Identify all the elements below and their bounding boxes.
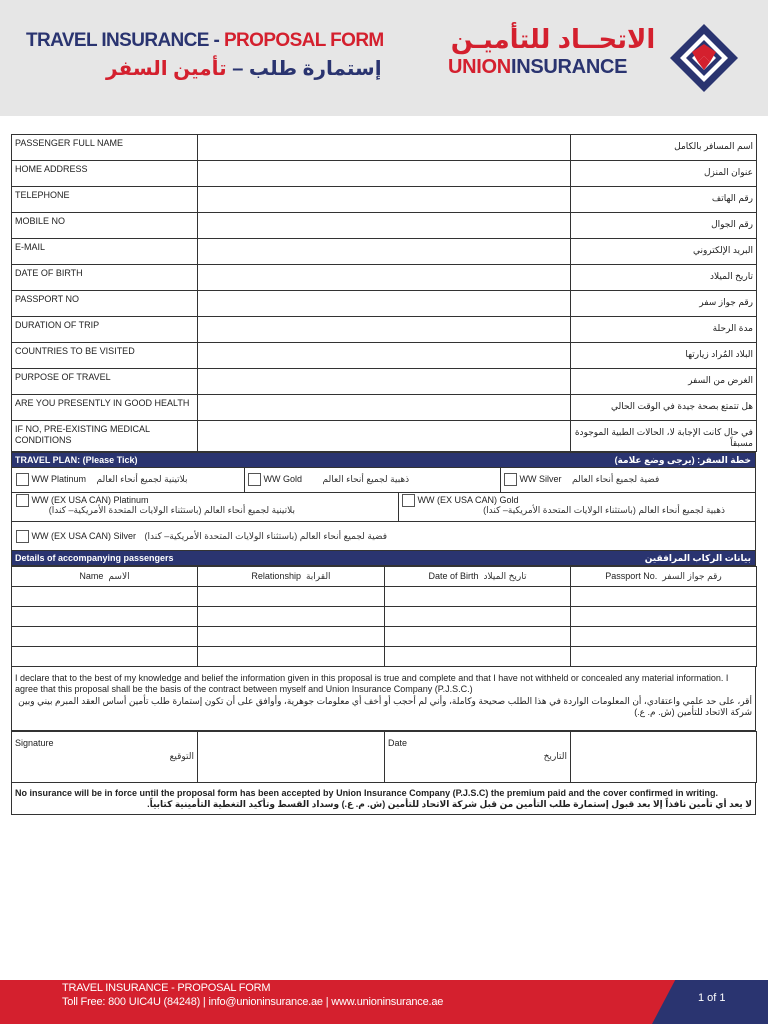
ww-silver-checkbox[interactable] <box>504 473 517 486</box>
plan-option-ww-gold[interactable] <box>248 473 409 486</box>
field-label-en: COUNTRIES TO BE VISITED <box>12 343 198 369</box>
field-label-ar: البلاد المُراد زيارتها <box>571 343 757 369</box>
plan-option-label-ar: بلاتينية لجميع أنحاء العالم (باستثناء الولايات المتحدة الأمريكية– كندا) <box>48 505 295 515</box>
signature-label: Signature <box>15 738 54 748</box>
table-cell[interactable] <box>385 587 571 607</box>
column-header-date-of-birth: Date of Birth تاريخ الميلاد <box>385 567 571 587</box>
form-field-row <box>12 343 757 369</box>
date-label: Date <box>388 738 408 748</box>
plan-option-label-ar: بلاتينية لجميع أنحاء العالم <box>96 473 188 484</box>
plan-option-label-ar: ذهبية لجميع أنحاء العالم <box>322 473 410 484</box>
travel-plan-heading <box>11 452 756 468</box>
declaration-text-ar: أقر، على حد علمي واعتقادي، أن المعلومات الواردة في هذا الطلب صحيحة وكاملة، وأني لم أحجب أو أخف أي معلومات جوهرية، وأوافق على أن تكون إستمارة طلب تأمين أساس العقد المبرم بيني وبين شركة الاتحاد للتأمين (ش. م. ع.) <box>18 696 752 717</box>
field-label-en: DATE OF BIRTH <box>12 265 198 291</box>
form-field-row <box>12 265 757 291</box>
plan-option-label: WW Platinum <box>31 473 87 484</box>
field-input[interactable] <box>198 265 571 291</box>
signature-label-cell <box>12 732 198 783</box>
plan-option-label: WW (EX USA CAN) Platinum <box>31 494 149 505</box>
field-label-ar: اسم المسافر بالكامل <box>571 135 757 161</box>
table-row <box>12 627 757 647</box>
page-title-ar <box>106 56 382 81</box>
plan-option-label-ar: فضية لجميع أنحاء العالم <box>572 473 660 484</box>
field-label-en: PASSPORT NO <box>12 291 198 317</box>
acceptance-notice <box>11 783 756 815</box>
field-input[interactable] <box>198 317 571 343</box>
plan-option-ww-silver[interactable] <box>504 473 659 486</box>
brand-en-blue: INSURANCE <box>510 56 628 78</box>
table-cell[interactable] <box>198 607 385 627</box>
column-header-passport-no: Passport No. رقم جواز السفر <box>571 567 757 587</box>
field-label-ar: في حال كانت الإجابة لا، الحالات الطبية الموجودة مسبقاً <box>571 421 757 452</box>
plan-row-3 <box>11 522 756 551</box>
table-cell[interactable] <box>12 607 198 627</box>
notice-text-ar: لا يعد أي تأمين نافذاً إلا بعد قبول إستمارة طلب التأمين من قبل شركة الاتحاد للتأمين (ش. م. ع.) وسداد القسط وتأكيد التغطية التأمينية كتابياً. <box>147 799 752 809</box>
title-ar-main: إستمارة طلب – <box>226 58 382 80</box>
table-cell[interactable] <box>571 627 757 647</box>
ww-ex-usa-can-platinum-checkbox[interactable] <box>16 494 29 507</box>
form-field-row <box>12 369 757 395</box>
column-header-name: Name الاسم <box>12 567 198 587</box>
form-field-row <box>12 213 757 239</box>
signature-field[interactable] <box>198 732 385 783</box>
table-cell[interactable] <box>198 647 385 667</box>
plan-option-ww-platinum[interactable] <box>16 473 188 486</box>
brand-name-en <box>448 56 627 79</box>
table-cell[interactable] <box>12 647 198 667</box>
ww-ex-usa-can-gold-checkbox[interactable] <box>402 494 415 507</box>
page-header <box>0 0 768 116</box>
ww-gold-checkbox[interactable] <box>248 473 261 486</box>
passengers-heading-en: Details of accompanying passengers <box>15 553 174 563</box>
declaration-text-en: I declare that to the best of my knowledge and belief the information given in this proposal is true and complete and that I have not withheld or concealed any material information. I agree that this proposal shall be the basis of the contract between myself and Union Insurance Company (P.J.S.C.) <box>15 673 729 694</box>
table-cell[interactable] <box>571 587 757 607</box>
form-field-row <box>12 239 757 265</box>
page-title-en <box>26 30 384 52</box>
plan-option-label: WW Gold <box>263 473 303 484</box>
field-label-ar: البريد الإلكتروني <box>571 239 757 265</box>
brand-en-red: UNION <box>448 56 511 78</box>
field-input[interactable] <box>198 239 571 265</box>
field-label-en: DURATION OF TRIP <box>12 317 198 343</box>
table-row <box>12 647 757 667</box>
signature-label-ar: التوقيع <box>169 751 194 761</box>
field-label-en: PASSENGER FULL NAME <box>12 135 198 161</box>
title-en-accent: PROPOSAL FORM <box>223 30 384 51</box>
footer-title: TRAVEL INSURANCE - PROPOSAL FORM <box>62 982 271 994</box>
declaration <box>11 667 756 731</box>
brand-name-ar: الاتحــاد للتأميـن <box>450 24 656 54</box>
form-field-row <box>12 135 757 161</box>
plan-option-ww-ex-usa-can-silver[interactable] <box>16 530 387 543</box>
field-input[interactable] <box>198 421 571 452</box>
table-cell[interactable] <box>12 587 198 607</box>
field-label-en: MOBILE NO <box>12 213 198 239</box>
form-field-row <box>12 421 757 452</box>
table-cell[interactable] <box>198 627 385 647</box>
field-label-en: IF NO, PRE-EXISTING MEDICAL CONDITIONS <box>12 421 198 452</box>
field-input[interactable] <box>198 369 571 395</box>
field-label-ar: رقم جواز سفر <box>571 291 757 317</box>
field-label-ar: رقم الهاتف <box>571 187 757 213</box>
notice-text-en: No insurance will be in force until the proposal form has been accepted by Union Insurance Company (P.J.S.C) the premium paid and the cover confirmed in writing. <box>15 788 718 798</box>
ww-ex-usa-can-silver-checkbox[interactable] <box>16 530 29 543</box>
date-label-cell <box>385 732 571 783</box>
table-row <box>12 587 757 607</box>
plan-option-label-ar: فضية لجميع أنحاء العالم (باستثناء الولايات المتحدة الأمريكية– كندا) <box>144 530 388 541</box>
accompanying-passengers-heading <box>11 551 756 566</box>
plan-option-label-ar: ذهبية لجميع أنحاء العالم (باستثناء الولايات المتحدة الأمريكية– كندا) <box>483 505 725 515</box>
form-field-row <box>12 395 757 421</box>
page-number: 1 of 1 <box>698 992 726 1004</box>
table-cell[interactable] <box>385 607 571 627</box>
field-label-ar: تاريخ الميلاد <box>571 265 757 291</box>
field-input[interactable] <box>198 395 571 421</box>
applicant-details-table <box>11 134 757 452</box>
field-label-en: HOME ADDRESS <box>12 161 198 187</box>
column-header-relationship: Relationship القرابة <box>198 567 385 587</box>
field-input[interactable] <box>198 291 571 317</box>
form-field-row <box>12 161 757 187</box>
table-cell[interactable] <box>385 647 571 667</box>
field-input[interactable] <box>198 343 571 369</box>
field-label-en: ARE YOU PRESENTLY IN GOOD HEALTH <box>12 395 198 421</box>
plan-row-2 <box>11 493 756 522</box>
accompanying-passengers-table <box>11 566 757 667</box>
union-insurance-logo-icon <box>668 22 740 94</box>
table-cell[interactable] <box>571 647 757 667</box>
table-cell[interactable] <box>12 627 198 647</box>
field-label-ar: الغرض من السفر <box>571 369 757 395</box>
ww-platinum-checkbox[interactable] <box>16 473 29 486</box>
travel-plan-heading-ar: خطة السفر: (يرجى وضع علامة) <box>614 455 751 465</box>
table-cell[interactable] <box>571 607 757 627</box>
field-label-en: PURPOSE OF TRAVEL <box>12 369 198 395</box>
field-label-ar: عنوان المنزل <box>571 161 757 187</box>
table-cell[interactable] <box>385 627 571 647</box>
plan-option-label: WW (EX USA CAN) Gold <box>417 494 519 505</box>
form-field-row <box>12 187 757 213</box>
date-label-ar: التاريخ <box>543 751 567 761</box>
table-cell[interactable] <box>198 587 385 607</box>
footer-contact: Toll Free: 800 UIC4U (84248) | info@unioninsurance.ae | www.unioninsurance.ae <box>62 996 444 1008</box>
field-label-ar: رقم الجوال <box>571 213 757 239</box>
field-input[interactable] <box>198 187 571 213</box>
proposal-form <box>11 134 756 815</box>
plan-row-1 <box>11 468 756 493</box>
field-label-en: E-MAIL <box>12 239 198 265</box>
date-field[interactable] <box>571 732 757 783</box>
field-label-ar: مدة الرحلة <box>571 317 757 343</box>
field-input[interactable] <box>198 213 571 239</box>
field-label-ar: هل تتمتع بصحة جيدة في الوقت الحالي <box>571 395 757 421</box>
passengers-heading-ar: بيانات الركاب المرافقين <box>644 553 751 563</box>
travel-plan-heading-en: TRAVEL PLAN: (Please Tick) <box>15 455 138 465</box>
field-label-en: TELEPHONE <box>12 187 198 213</box>
field-input[interactable] <box>198 135 571 161</box>
signature-table <box>11 731 757 783</box>
plan-option-label: WW Silver <box>519 473 562 484</box>
plan-option-label: WW (EX USA CAN) Silver <box>31 530 137 541</box>
passengers-header-row <box>12 567 757 587</box>
form-field-row <box>12 317 757 343</box>
title-ar-accent: تأمين السفر <box>106 58 227 80</box>
table-row <box>12 607 757 627</box>
field-input[interactable] <box>198 161 571 187</box>
form-field-row <box>12 291 757 317</box>
title-en-main: TRAVEL INSURANCE - <box>26 30 224 51</box>
